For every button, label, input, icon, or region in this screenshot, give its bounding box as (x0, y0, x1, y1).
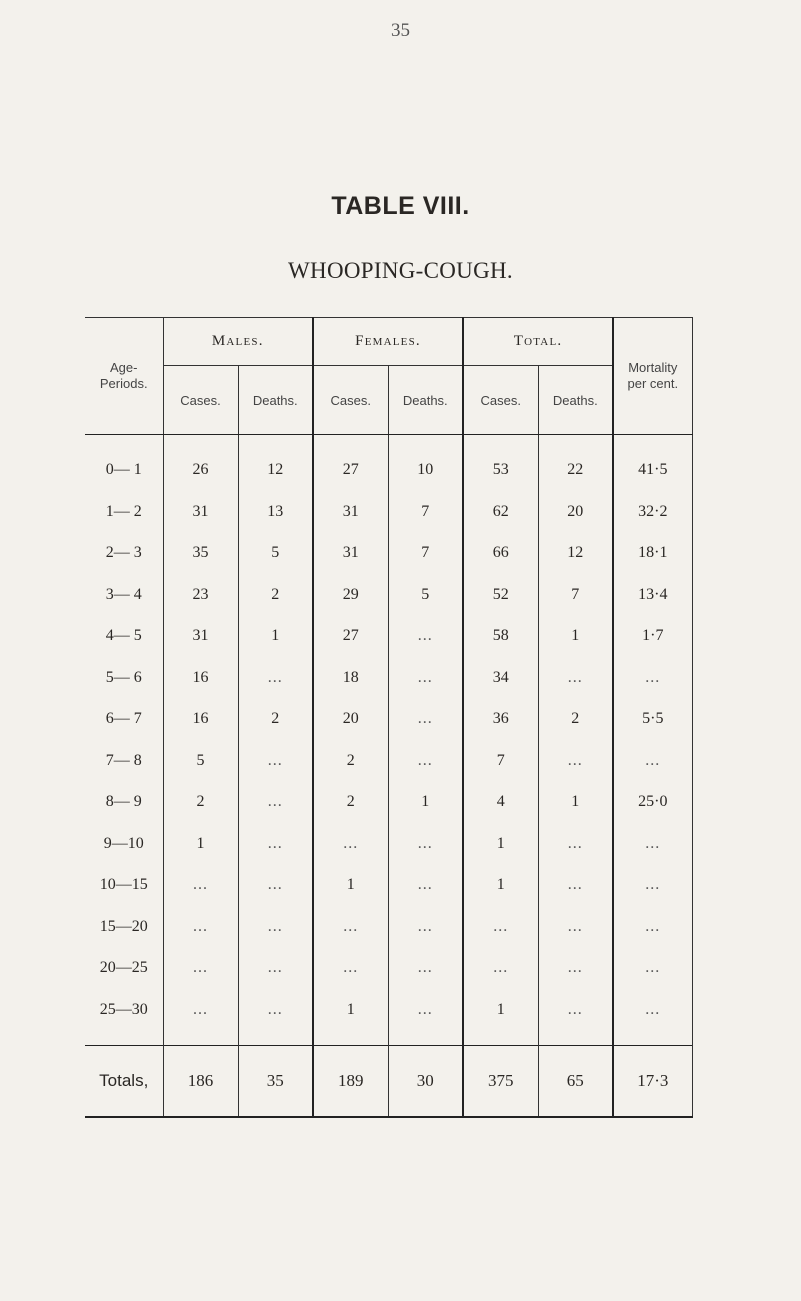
cell-females-deaths: ... (388, 989, 463, 1031)
cell-females-deaths: 10 (388, 435, 463, 492)
spacer-cell (163, 1031, 238, 1046)
table-row (85, 699, 692, 741)
cell-females-cases: 1 (313, 989, 388, 1031)
cell-males-cases: ... (163, 906, 238, 948)
cell-age-period: 6— 7 (105, 710, 142, 728)
whooping-cough-table (85, 317, 693, 1118)
cell-total-cases: 36 (463, 699, 538, 741)
cell-age-period: 3— 4 (105, 585, 142, 603)
cell-total-cases: ... (463, 948, 538, 990)
table-row (85, 989, 692, 1031)
cell-males-deaths: 2 (238, 574, 313, 616)
cell-females-deaths: ... (388, 823, 463, 865)
cell-females-deaths: ... (388, 616, 463, 658)
spacer-cell (463, 1031, 538, 1046)
cell-males-deaths: ... (238, 657, 313, 699)
header-males-deaths: Deaths. (238, 366, 313, 435)
cell-females-deaths: ... (388, 657, 463, 699)
cell-females-cases: ... (313, 948, 388, 990)
header-total-deaths: Deaths. (538, 366, 613, 435)
cell-mortality: ... (613, 657, 692, 699)
cell-total-deaths: ... (538, 740, 613, 782)
cell-age-period: 0— 1 (105, 461, 142, 478)
cell-males-deaths: 13 (238, 491, 313, 533)
cell-total-cases: 53 (463, 435, 538, 492)
cell-females-cases: 18 (313, 657, 388, 699)
cell-total-deaths: 12 (538, 533, 613, 575)
cell-mortality: ... (613, 823, 692, 865)
page-number: 35 (391, 20, 410, 41)
cell-total-cases: 4 (463, 782, 538, 824)
cell-males-deaths: ... (238, 823, 313, 865)
table-row (85, 823, 692, 865)
cell-males-deaths: 2 (238, 699, 313, 741)
cell-total-deaths: ... (538, 948, 613, 990)
header-mortality-label: Mortality per cent. (627, 360, 679, 391)
table-row (85, 865, 692, 907)
cell-total-cases: 1 (463, 865, 538, 907)
cell-mortality: 13·4 (613, 574, 692, 616)
cell-males-deaths: ... (238, 740, 313, 782)
cell-females-cases: 20 (313, 699, 388, 741)
cell-males-cases: 2 (163, 782, 238, 824)
totals-females-cases: 189 (313, 1045, 388, 1117)
cell-males-cases: 16 (163, 699, 238, 741)
totals-total-cases: 375 (463, 1045, 538, 1117)
cell-mortality: 5·5 (613, 699, 692, 741)
cell-age-period: 10—15 (99, 876, 148, 894)
header-males-cases: Cases. (163, 366, 238, 435)
cell-total-deaths: 22 (538, 435, 613, 492)
cell-mortality: ... (613, 906, 692, 948)
cell-age-period: 20—25 (99, 959, 148, 977)
cell-females-deaths: ... (388, 906, 463, 948)
cell-mortality: 41·5 (613, 435, 692, 492)
cell-total-deaths: 2 (538, 699, 613, 741)
spacer-cell (85, 1031, 163, 1046)
cell-total-cases: 1 (463, 989, 538, 1031)
cell-age-period: 5— 6 (105, 668, 142, 686)
cell-mortality: ... (613, 740, 692, 782)
cell-males-cases: 31 (163, 491, 238, 533)
cell-total-deaths: ... (538, 657, 613, 699)
cell-total-deaths: 20 (538, 491, 613, 533)
header-females-cases: Cases. (313, 366, 388, 435)
cell-females-cases: 29 (313, 574, 388, 616)
table-row (85, 782, 692, 824)
cell-age-period: 8— 9 (105, 793, 142, 811)
cell-total-cases: 1 (463, 823, 538, 865)
header-total: Total. (463, 318, 613, 366)
cell-females-cases: 31 (313, 533, 388, 575)
cell-total-deaths: 1 (538, 782, 613, 824)
cell-total-cases: 52 (463, 574, 538, 616)
totals-label: Totals, (85, 1045, 163, 1117)
cell-total-deaths: 1 (538, 616, 613, 658)
totals-mortality: 17·3 (613, 1045, 692, 1117)
cell-age-period: 7— 8 (105, 751, 142, 769)
cell-females-cases: 2 (313, 740, 388, 782)
cell-total-deaths: ... (538, 906, 613, 948)
cell-males-cases: 16 (163, 657, 238, 699)
cell-total-deaths: 7 (538, 574, 613, 616)
table-row (85, 740, 692, 782)
table-row (85, 948, 692, 990)
spacer-cell (613, 1031, 692, 1046)
cell-mortality: ... (613, 948, 692, 990)
totals-row (85, 1045, 692, 1117)
spacer-row (85, 1031, 692, 1046)
cell-mortality: 1·7 (613, 616, 692, 658)
cell-mortality: 18·1 (613, 533, 692, 575)
cell-females-cases: 31 (313, 491, 388, 533)
cell-total-cases: 34 (463, 657, 538, 699)
spacer-cell (313, 1031, 388, 1046)
table-row (85, 657, 692, 699)
cell-mortality: ... (613, 865, 692, 907)
header-age-label: Age- Periods. (99, 360, 148, 391)
table-body (85, 435, 692, 1046)
cell-males-cases: 31 (163, 616, 238, 658)
cell-females-deaths: 1 (388, 782, 463, 824)
spacer-cell (238, 1031, 313, 1046)
cell-total-cases: 7 (463, 740, 538, 782)
cell-age-period: 1— 2 (105, 502, 142, 520)
cell-females-cases: ... (313, 823, 388, 865)
header-total-cases: Cases. (463, 366, 538, 435)
cell-total-cases: 66 (463, 533, 538, 575)
table-title: TABLE VIII. (331, 192, 470, 220)
cell-males-deaths: ... (238, 948, 313, 990)
table-row (85, 906, 692, 948)
cell-females-cases: 27 (313, 435, 388, 492)
header-females-deaths: Deaths. (388, 366, 463, 435)
spacer-cell (388, 1031, 463, 1046)
cell-males-cases: 35 (163, 533, 238, 575)
table-row (85, 616, 692, 658)
cell-mortality: 25·0 (613, 782, 692, 824)
spacer-cell (538, 1031, 613, 1046)
cell-males-deaths: ... (238, 906, 313, 948)
cell-males-deaths: ... (238, 989, 313, 1031)
cell-males-cases: ... (163, 948, 238, 990)
table-row (85, 574, 692, 616)
cell-females-deaths: 7 (388, 533, 463, 575)
cell-males-cases: ... (163, 989, 238, 1031)
cell-females-deaths: ... (388, 865, 463, 907)
cell-age-period: 25—30 (99, 1000, 148, 1018)
cell-total-deaths: ... (538, 823, 613, 865)
cell-females-deaths: ... (388, 699, 463, 741)
totals-total-deaths: 65 (538, 1045, 613, 1117)
cell-females-deaths: ... (388, 948, 463, 990)
table-row (85, 533, 692, 575)
cell-females-cases: 27 (313, 616, 388, 658)
cell-males-deaths: 1 (238, 616, 313, 658)
cell-females-deaths: 7 (388, 491, 463, 533)
cell-females-cases: ... (313, 906, 388, 948)
cell-females-cases: 1 (313, 865, 388, 907)
cell-age-period: 2— 3 (105, 544, 142, 562)
cell-males-deaths: 5 (238, 533, 313, 575)
header-males: Males. (163, 318, 313, 366)
totals-males-deaths: 35 (238, 1045, 313, 1117)
cell-males-cases: 23 (163, 574, 238, 616)
header-age-periods (85, 318, 163, 435)
cell-females-deaths: ... (388, 740, 463, 782)
cell-mortality: ... (613, 989, 692, 1031)
cell-males-deaths: ... (238, 782, 313, 824)
totals-females-deaths: 30 (388, 1045, 463, 1117)
cell-total-deaths: ... (538, 865, 613, 907)
header-females: Females. (313, 318, 463, 366)
cell-total-cases: 58 (463, 616, 538, 658)
cell-males-cases: 1 (163, 823, 238, 865)
table-row (85, 491, 692, 533)
table-subtitle: WHOOPING-COUGH. (288, 258, 513, 283)
cell-males-deaths: 12 (238, 435, 313, 492)
cell-males-deaths: ... (238, 865, 313, 907)
cell-total-cases: 62 (463, 491, 538, 533)
cell-mortality: 32·2 (613, 491, 692, 533)
table-row (85, 435, 692, 492)
cell-age-period: 15—20 (99, 917, 148, 935)
cell-males-cases: 26 (163, 435, 238, 492)
cell-females-deaths: 5 (388, 574, 463, 616)
cell-total-deaths: ... (538, 989, 613, 1031)
cell-age-period: 4— 5 (105, 627, 142, 645)
cell-females-cases: 2 (313, 782, 388, 824)
header-mortality (613, 318, 692, 435)
cell-total-cases: ... (463, 906, 538, 948)
cell-age-period: 9—10 (103, 834, 144, 852)
cell-males-cases: ... (163, 865, 238, 907)
totals-males-cases: 186 (163, 1045, 238, 1117)
cell-males-cases: 5 (163, 740, 238, 782)
